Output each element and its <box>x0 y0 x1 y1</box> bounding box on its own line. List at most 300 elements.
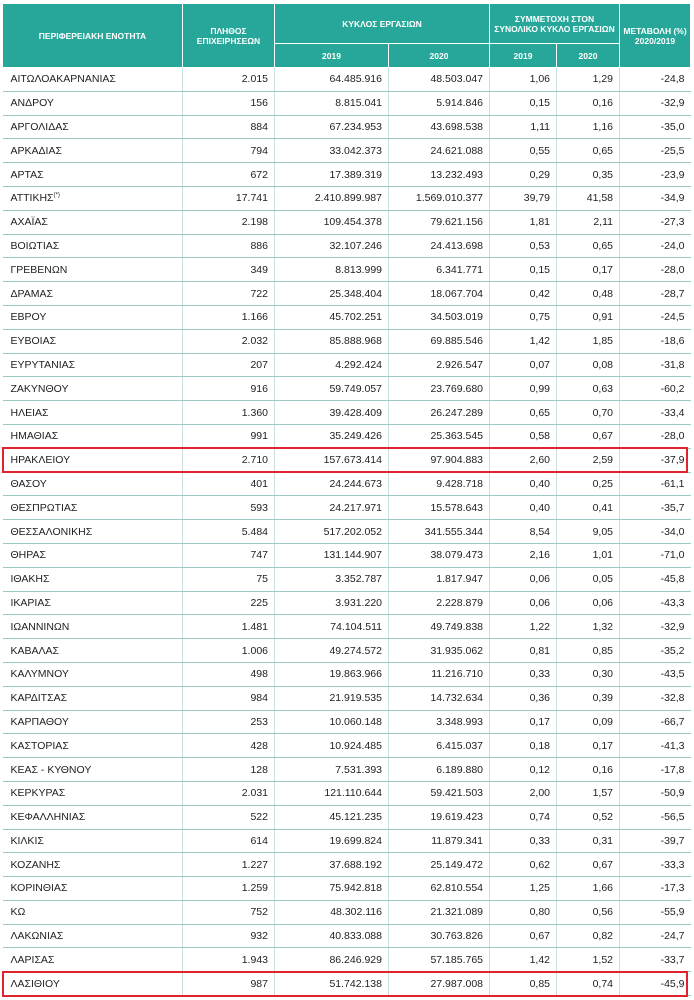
cell-turnover-2019: 85.888.968 <box>275 329 389 353</box>
header-businesses: ΠΛΗΘΟΣ ΕΠΙΧΕΙΡΗΣΕΩΝ <box>183 4 275 68</box>
header-row-top <box>3 4 691 44</box>
cell-businesses: 987 <box>183 972 275 996</box>
cell-turnover-2020: 11.879.341 <box>389 829 490 853</box>
cell-businesses: 498 <box>183 662 275 686</box>
cell-businesses: 932 <box>183 924 275 948</box>
cell-businesses: 884 <box>183 115 275 139</box>
cell-turnover-2019: 109.454.378 <box>275 210 389 234</box>
header-share-2019: 2019 <box>490 44 557 68</box>
cell-change: -28,7 <box>620 282 691 306</box>
cell-turnover-2020: 79.621.156 <box>389 210 490 234</box>
cell-share-2019: 0,53 <box>490 234 557 258</box>
cell-share-2020: 0,06 <box>557 591 620 615</box>
cell-share-2020: 0,63 <box>557 377 620 401</box>
cell-businesses: 253 <box>183 710 275 734</box>
region-name: ΛΑΚΩΝΙΑΣ <box>10 930 64 943</box>
cell-turnover-2020: 6.189.880 <box>389 758 490 782</box>
cell-businesses: 401 <box>183 472 275 496</box>
cell-turnover-2020: 49.749.838 <box>389 615 490 639</box>
cell-turnover-2020: 62.810.554 <box>389 877 490 901</box>
cell-turnover-2019: 157.673.414 <box>275 448 389 472</box>
cell-businesses: 886 <box>183 234 275 258</box>
cell-businesses: 614 <box>183 829 275 853</box>
table-row <box>3 805 691 829</box>
cell-change: -55,9 <box>620 900 691 924</box>
cell-turnover-2019: 24.244.673 <box>275 472 389 496</box>
cell-turnover-2019: 75.942.818 <box>275 877 389 901</box>
cell-region <box>3 163 183 187</box>
cell-change: -43,5 <box>620 662 691 686</box>
table-row <box>3 662 691 686</box>
cell-share-2019: 0,12 <box>490 758 557 782</box>
cell-turnover-2019: 19.699.824 <box>275 829 389 853</box>
cell-turnover-2019: 8.813.999 <box>275 258 389 282</box>
region-name: ΑΝΔΡΟΥ <box>10 97 54 110</box>
cell-share-2020: 2,59 <box>557 448 620 472</box>
cell-share-2020: 0,31 <box>557 829 620 853</box>
cell-change: -33,4 <box>620 401 691 425</box>
cell-businesses: 2.710 <box>183 448 275 472</box>
cell-businesses: 593 <box>183 496 275 520</box>
cell-share-2019: 0,58 <box>490 424 557 448</box>
cell-change: -71,0 <box>620 543 691 567</box>
cell-region <box>3 567 183 591</box>
cell-region <box>3 543 183 567</box>
cell-businesses: 5.484 <box>183 520 275 544</box>
cell-share-2019: 0,62 <box>490 853 557 877</box>
table-row <box>3 305 691 329</box>
cell-turnover-2020: 341.555.344 <box>389 520 490 544</box>
cell-share-2020: 1,85 <box>557 329 620 353</box>
cell-turnover-2020: 6.415.037 <box>389 734 490 758</box>
cell-turnover-2019: 86.246.929 <box>275 948 389 972</box>
cell-change: -32,9 <box>620 91 691 115</box>
cell-turnover-2020: 69.885.546 <box>389 329 490 353</box>
header-turnover-2019: 2019 <box>275 44 389 68</box>
cell-businesses: 1.227 <box>183 853 275 877</box>
cell-share-2020: 0,39 <box>557 686 620 710</box>
cell-region <box>3 877 183 901</box>
cell-share-2020: 0,74 <box>557 972 620 996</box>
cell-businesses: 75 <box>183 567 275 591</box>
cell-share-2020: 1,01 <box>557 543 620 567</box>
header-change: ΜΕΤΑΒΟΛΗ (%) 2020/2019 <box>620 4 691 68</box>
cell-region <box>3 924 183 948</box>
table-row <box>3 781 691 805</box>
region-name: ΚΑΡΠΑΘΟΥ <box>10 715 69 728</box>
cell-turnover-2019: 51.742.138 <box>275 972 389 996</box>
cell-share-2019: 0,18 <box>490 734 557 758</box>
cell-turnover-2020: 30.763.826 <box>389 924 490 948</box>
table-row <box>3 615 691 639</box>
cell-turnover-2019: 17.389.319 <box>275 163 389 187</box>
region-name: ΑΧΑΪΑΣ <box>10 216 48 229</box>
cell-turnover-2020: 59.421.503 <box>389 781 490 805</box>
region-name: ΚΑΛΥΜΝΟΥ <box>10 668 69 681</box>
table-row <box>3 639 691 663</box>
cell-region <box>3 234 183 258</box>
cell-turnover-2019: 40.833.088 <box>275 924 389 948</box>
cell-turnover-2019: 8.815.041 <box>275 91 389 115</box>
table-body <box>3 68 691 996</box>
table-row <box>3 591 691 615</box>
table-row <box>3 829 691 853</box>
cell-turnover-2019: 45.121.235 <box>275 805 389 829</box>
cell-share-2019: 0,40 <box>490 496 557 520</box>
cell-share-2019: 1,42 <box>490 329 557 353</box>
cell-share-2019: 0,17 <box>490 710 557 734</box>
table-row <box>3 258 691 282</box>
table-row <box>3 424 691 448</box>
region-name: ΘΗΡΑΣ <box>10 549 46 562</box>
region-name: ΚΙΛΚΙΣ <box>10 834 44 847</box>
cell-turnover-2019: 45.702.251 <box>275 305 389 329</box>
cell-turnover-2019: 48.302.116 <box>275 900 389 924</box>
cell-share-2020: 0,56 <box>557 900 620 924</box>
cell-turnover-2019: 24.217.971 <box>275 496 389 520</box>
region-name: ΘΕΣΣΑΛΟΝΙΚΗΣ <box>10 525 93 538</box>
table-row <box>3 472 691 496</box>
table-row <box>3 210 691 234</box>
table-row <box>3 353 691 377</box>
table-row <box>3 115 691 139</box>
cell-share-2020: 0,30 <box>557 662 620 686</box>
cell-turnover-2019: 19.863.966 <box>275 662 389 686</box>
cell-businesses: 1.481 <box>183 615 275 639</box>
cell-share-2019: 0,55 <box>490 139 557 163</box>
cell-share-2020: 1,52 <box>557 948 620 972</box>
cell-region <box>3 496 183 520</box>
table-row <box>3 924 691 948</box>
cell-region <box>3 401 183 425</box>
cell-turnover-2020: 34.503.019 <box>389 305 490 329</box>
table-row <box>3 948 691 972</box>
cell-share-2019: 0,42 <box>490 282 557 306</box>
cell-region <box>3 424 183 448</box>
table-row <box>3 758 691 782</box>
cell-turnover-2019: 121.110.644 <box>275 781 389 805</box>
cell-businesses: 225 <box>183 591 275 615</box>
cell-businesses: 984 <box>183 686 275 710</box>
cell-share-2019: 8,54 <box>490 520 557 544</box>
cell-turnover-2019: 35.249.426 <box>275 424 389 448</box>
table-row <box>3 686 691 710</box>
cell-turnover-2020: 1.569.010.377 <box>389 186 490 210</box>
cell-share-2020: 0,41 <box>557 496 620 520</box>
cell-share-2020: 0,25 <box>557 472 620 496</box>
table-row <box>3 91 691 115</box>
table-row <box>3 401 691 425</box>
cell-turnover-2019: 49.274.572 <box>275 639 389 663</box>
cell-share-2020: 0,48 <box>557 282 620 306</box>
cell-businesses: 1.360 <box>183 401 275 425</box>
cell-region <box>3 210 183 234</box>
cell-turnover-2019: 59.749.057 <box>275 377 389 401</box>
header-share: ΣΥΜΜΕΤΟΧΗ ΣΤΟΝ ΣΥΝΟΛΙΚΟ ΚΥΚΛΟ ΕΡΓΑΣΙΩΝ <box>490 4 620 44</box>
cell-share-2019: 0,85 <box>490 972 557 996</box>
cell-businesses: 916 <box>183 377 275 401</box>
regional-turnover-table <box>2 3 691 996</box>
cell-share-2019: 1,11 <box>490 115 557 139</box>
header-region: ΠΕΡΙΦΕΡΕΙΑΚΗ ΕΝΟΤΗΤΑ <box>3 4 183 68</box>
cell-businesses: 794 <box>183 139 275 163</box>
cell-turnover-2020: 11.216.710 <box>389 662 490 686</box>
cell-change: -32,8 <box>620 686 691 710</box>
table-row <box>3 186 691 210</box>
cell-turnover-2020: 21.321.089 <box>389 900 490 924</box>
cell-share-2019: 0,15 <box>490 258 557 282</box>
cell-region <box>3 615 183 639</box>
region-name: ΚΟΡΙΝΘΙΑΣ <box>10 882 68 895</box>
region-name: ΛΑΡΙΣΑΣ <box>10 953 55 966</box>
table-row <box>3 877 691 901</box>
region-name: ΗΡΑΚΛΕΙΟΥ <box>10 454 71 467</box>
cell-turnover-2019: 64.485.916 <box>275 68 389 92</box>
cell-turnover-2019: 21.919.535 <box>275 686 389 710</box>
region-name: ΛΑΣΙΘΙΟΥ <box>10 977 60 990</box>
cell-businesses: 156 <box>183 91 275 115</box>
cell-businesses: 428 <box>183 734 275 758</box>
region-name: ΕΥΡΥΤΑΝΙΑΣ <box>10 358 76 371</box>
region-name: ΑΡΓΟΛΙΔΑΣ <box>10 120 69 133</box>
cell-share-2020: 0,17 <box>557 258 620 282</box>
region-name: ΚΕΦΑΛΛΗΝΙΑΣ <box>10 811 86 824</box>
cell-turnover-2019: 7.531.393 <box>275 758 389 782</box>
cell-share-2020: 0,82 <box>557 924 620 948</box>
cell-turnover-2020: 97.904.883 <box>389 448 490 472</box>
cell-share-2019: 0,65 <box>490 401 557 425</box>
table-row <box>3 68 691 92</box>
cell-turnover-2019: 3.352.787 <box>275 567 389 591</box>
cell-change: -45,8 <box>620 567 691 591</box>
cell-turnover-2019: 67.234.953 <box>275 115 389 139</box>
cell-share-2019: 0,33 <box>490 829 557 853</box>
cell-change: -24,7 <box>620 924 691 948</box>
region-name: ΚΑΒΑΛΑΣ <box>10 644 60 657</box>
cell-turnover-2020: 24.413.698 <box>389 234 490 258</box>
cell-turnover-2019: 517.202.052 <box>275 520 389 544</box>
cell-businesses: 672 <box>183 163 275 187</box>
cell-businesses: 17.741 <box>183 186 275 210</box>
header-share-2020: 2020 <box>557 44 620 68</box>
cell-change: -24,8 <box>620 68 691 92</box>
region-name: ΚΩ <box>10 906 26 919</box>
cell-turnover-2020: 15.578.643 <box>389 496 490 520</box>
cell-change: -24,0 <box>620 234 691 258</box>
cell-share-2019: 1,22 <box>490 615 557 639</box>
cell-share-2020: 0,91 <box>557 305 620 329</box>
cell-share-2020: 0,16 <box>557 91 620 115</box>
cell-turnover-2019: 25.348.404 <box>275 282 389 306</box>
cell-change: -27,3 <box>620 210 691 234</box>
cell-change: -37,9 <box>620 448 691 472</box>
cell-share-2019: 0,80 <box>490 900 557 924</box>
cell-region <box>3 520 183 544</box>
cell-turnover-2019: 4.292.424 <box>275 353 389 377</box>
region-name: ΚΟΖΑΝΗΣ <box>10 858 61 871</box>
cell-region <box>3 639 183 663</box>
table-row <box>3 900 691 924</box>
table-row <box>3 710 691 734</box>
cell-change: -25,5 <box>620 139 691 163</box>
cell-change: -41,3 <box>620 734 691 758</box>
region-name: ΑΡΤΑΣ <box>10 168 44 181</box>
cell-change: -32,9 <box>620 615 691 639</box>
cell-region <box>3 68 183 92</box>
cell-turnover-2019: 39.428.409 <box>275 401 389 425</box>
cell-change: -35,0 <box>620 115 691 139</box>
region-name: ΘΑΣΟΥ <box>10 477 47 490</box>
region-name: ΑΡΚΑΔΙΑΣ <box>10 144 62 157</box>
cell-region <box>3 686 183 710</box>
cell-change: -34,0 <box>620 520 691 544</box>
cell-turnover-2019: 33.042.373 <box>275 139 389 163</box>
cell-turnover-2020: 2.926.547 <box>389 353 490 377</box>
cell-businesses: 722 <box>183 282 275 306</box>
cell-share-2020: 41,58 <box>557 186 620 210</box>
region-name: ΗΜΑΘΙΑΣ <box>10 430 59 443</box>
table-row <box>3 853 691 877</box>
cell-businesses: 207 <box>183 353 275 377</box>
cell-share-2020: 0,35 <box>557 163 620 187</box>
cell-share-2020: 0,52 <box>557 805 620 829</box>
cell-share-2020: 1,29 <box>557 68 620 92</box>
cell-region <box>3 900 183 924</box>
cell-region <box>3 710 183 734</box>
cell-region <box>3 734 183 758</box>
cell-share-2019: 2,60 <box>490 448 557 472</box>
cell-share-2020: 0,67 <box>557 853 620 877</box>
cell-turnover-2020: 57.185.765 <box>389 948 490 972</box>
cell-turnover-2020: 14.732.634 <box>389 686 490 710</box>
cell-change: -33,7 <box>620 948 691 972</box>
table-row <box>3 496 691 520</box>
cell-share-2019: 0,06 <box>490 567 557 591</box>
cell-change: -61,1 <box>620 472 691 496</box>
cell-share-2019: 0,07 <box>490 353 557 377</box>
cell-turnover-2019: 10.060.148 <box>275 710 389 734</box>
region-name: ΗΛΕΙΑΣ <box>10 406 49 419</box>
cell-turnover-2020: 24.621.088 <box>389 139 490 163</box>
cell-share-2020: 0,65 <box>557 139 620 163</box>
cell-businesses: 128 <box>183 758 275 782</box>
cell-businesses: 522 <box>183 805 275 829</box>
cell-turnover-2019: 10.924.485 <box>275 734 389 758</box>
cell-turnover-2020: 43.698.538 <box>389 115 490 139</box>
cell-turnover-2020: 38.079.473 <box>389 543 490 567</box>
table-row <box>3 377 691 401</box>
cell-turnover-2020: 31.935.062 <box>389 639 490 663</box>
cell-turnover-2020: 13.232.493 <box>389 163 490 187</box>
cell-share-2019: 0,67 <box>490 924 557 948</box>
cell-businesses: 1.259 <box>183 877 275 901</box>
cell-turnover-2020: 2.228.879 <box>389 591 490 615</box>
cell-change: -35,7 <box>620 496 691 520</box>
header-turnover: ΚΥΚΛΟΣ ΕΡΓΑΣΙΩΝ <box>275 4 490 44</box>
table-row <box>3 163 691 187</box>
cell-turnover-2020: 18.067.704 <box>389 282 490 306</box>
cell-turnover-2020: 1.817.947 <box>389 567 490 591</box>
cell-share-2020: 9,05 <box>557 520 620 544</box>
cell-change: -18,6 <box>620 329 691 353</box>
table-row <box>3 520 691 544</box>
cell-region <box>3 282 183 306</box>
cell-change: -35,2 <box>620 639 691 663</box>
cell-change: -50,9 <box>620 781 691 805</box>
footnote-marker: (*) <box>53 192 60 199</box>
cell-region <box>3 472 183 496</box>
cell-turnover-2019: 2.410.899.987 <box>275 186 389 210</box>
cell-share-2019: 0,99 <box>490 377 557 401</box>
cell-region <box>3 972 183 996</box>
cell-change: -60,2 <box>620 377 691 401</box>
table-row <box>3 972 691 996</box>
cell-turnover-2020: 25.363.545 <box>389 424 490 448</box>
cell-businesses: 991 <box>183 424 275 448</box>
cell-turnover-2020: 26.247.289 <box>389 401 490 425</box>
region-name: ΘΕΣΠΡΩΤΙΑΣ <box>10 501 78 514</box>
cell-turnover-2019: 37.688.192 <box>275 853 389 877</box>
cell-share-2020: 0,16 <box>557 758 620 782</box>
cell-region <box>3 186 183 210</box>
cell-change: -34,9 <box>620 186 691 210</box>
cell-share-2019: 1,81 <box>490 210 557 234</box>
region-name: ΑΙΤΩΛΟΑΚΑΡΝΑΝΙΑΣ <box>10 73 116 86</box>
cell-change: -33,3 <box>620 853 691 877</box>
table-row <box>3 448 691 472</box>
cell-share-2019: 2,00 <box>490 781 557 805</box>
cell-region <box>3 662 183 686</box>
region-name: ΙΩΑΝΝΙΝΩΝ <box>10 620 70 633</box>
cell-change: -39,7 <box>620 829 691 853</box>
cell-share-2020: 0,85 <box>557 639 620 663</box>
cell-share-2019: 0,29 <box>490 163 557 187</box>
region-name: ΑΤΤΙΚΗΣ <box>10 192 54 205</box>
cell-change: -31,8 <box>620 353 691 377</box>
cell-businesses: 349 <box>183 258 275 282</box>
cell-change: -17,3 <box>620 877 691 901</box>
region-name: ΚΕΡΚΥΡΑΣ <box>10 787 66 800</box>
cell-share-2019: 0,15 <box>490 91 557 115</box>
cell-share-2020: 0,70 <box>557 401 620 425</box>
region-name: ΒΟΙΩΤΙΑΣ <box>10 239 60 252</box>
cell-turnover-2020: 9.428.718 <box>389 472 490 496</box>
cell-share-2019: 0,81 <box>490 639 557 663</box>
cell-turnover-2019: 131.144.907 <box>275 543 389 567</box>
cell-turnover-2020: 25.149.472 <box>389 853 490 877</box>
region-name: ΔΡΑΜΑΣ <box>10 287 53 300</box>
cell-businesses: 747 <box>183 543 275 567</box>
cell-share-2020: 1,16 <box>557 115 620 139</box>
cell-change: -45,9 <box>620 972 691 996</box>
cell-share-2020: 0,17 <box>557 734 620 758</box>
table-row <box>3 329 691 353</box>
cell-region <box>3 448 183 472</box>
cell-share-2019: 1,42 <box>490 948 557 972</box>
table-row <box>3 543 691 567</box>
table-row <box>3 139 691 163</box>
cell-region <box>3 805 183 829</box>
table-row <box>3 234 691 258</box>
cell-share-2020: 0,65 <box>557 234 620 258</box>
cell-share-2020: 0,05 <box>557 567 620 591</box>
cell-region <box>3 139 183 163</box>
cell-share-2019: 2,16 <box>490 543 557 567</box>
cell-region <box>3 781 183 805</box>
cell-share-2019: 0,75 <box>490 305 557 329</box>
region-name: ΓΡΕΒΕΝΩΝ <box>10 263 68 276</box>
cell-change: -56,5 <box>620 805 691 829</box>
